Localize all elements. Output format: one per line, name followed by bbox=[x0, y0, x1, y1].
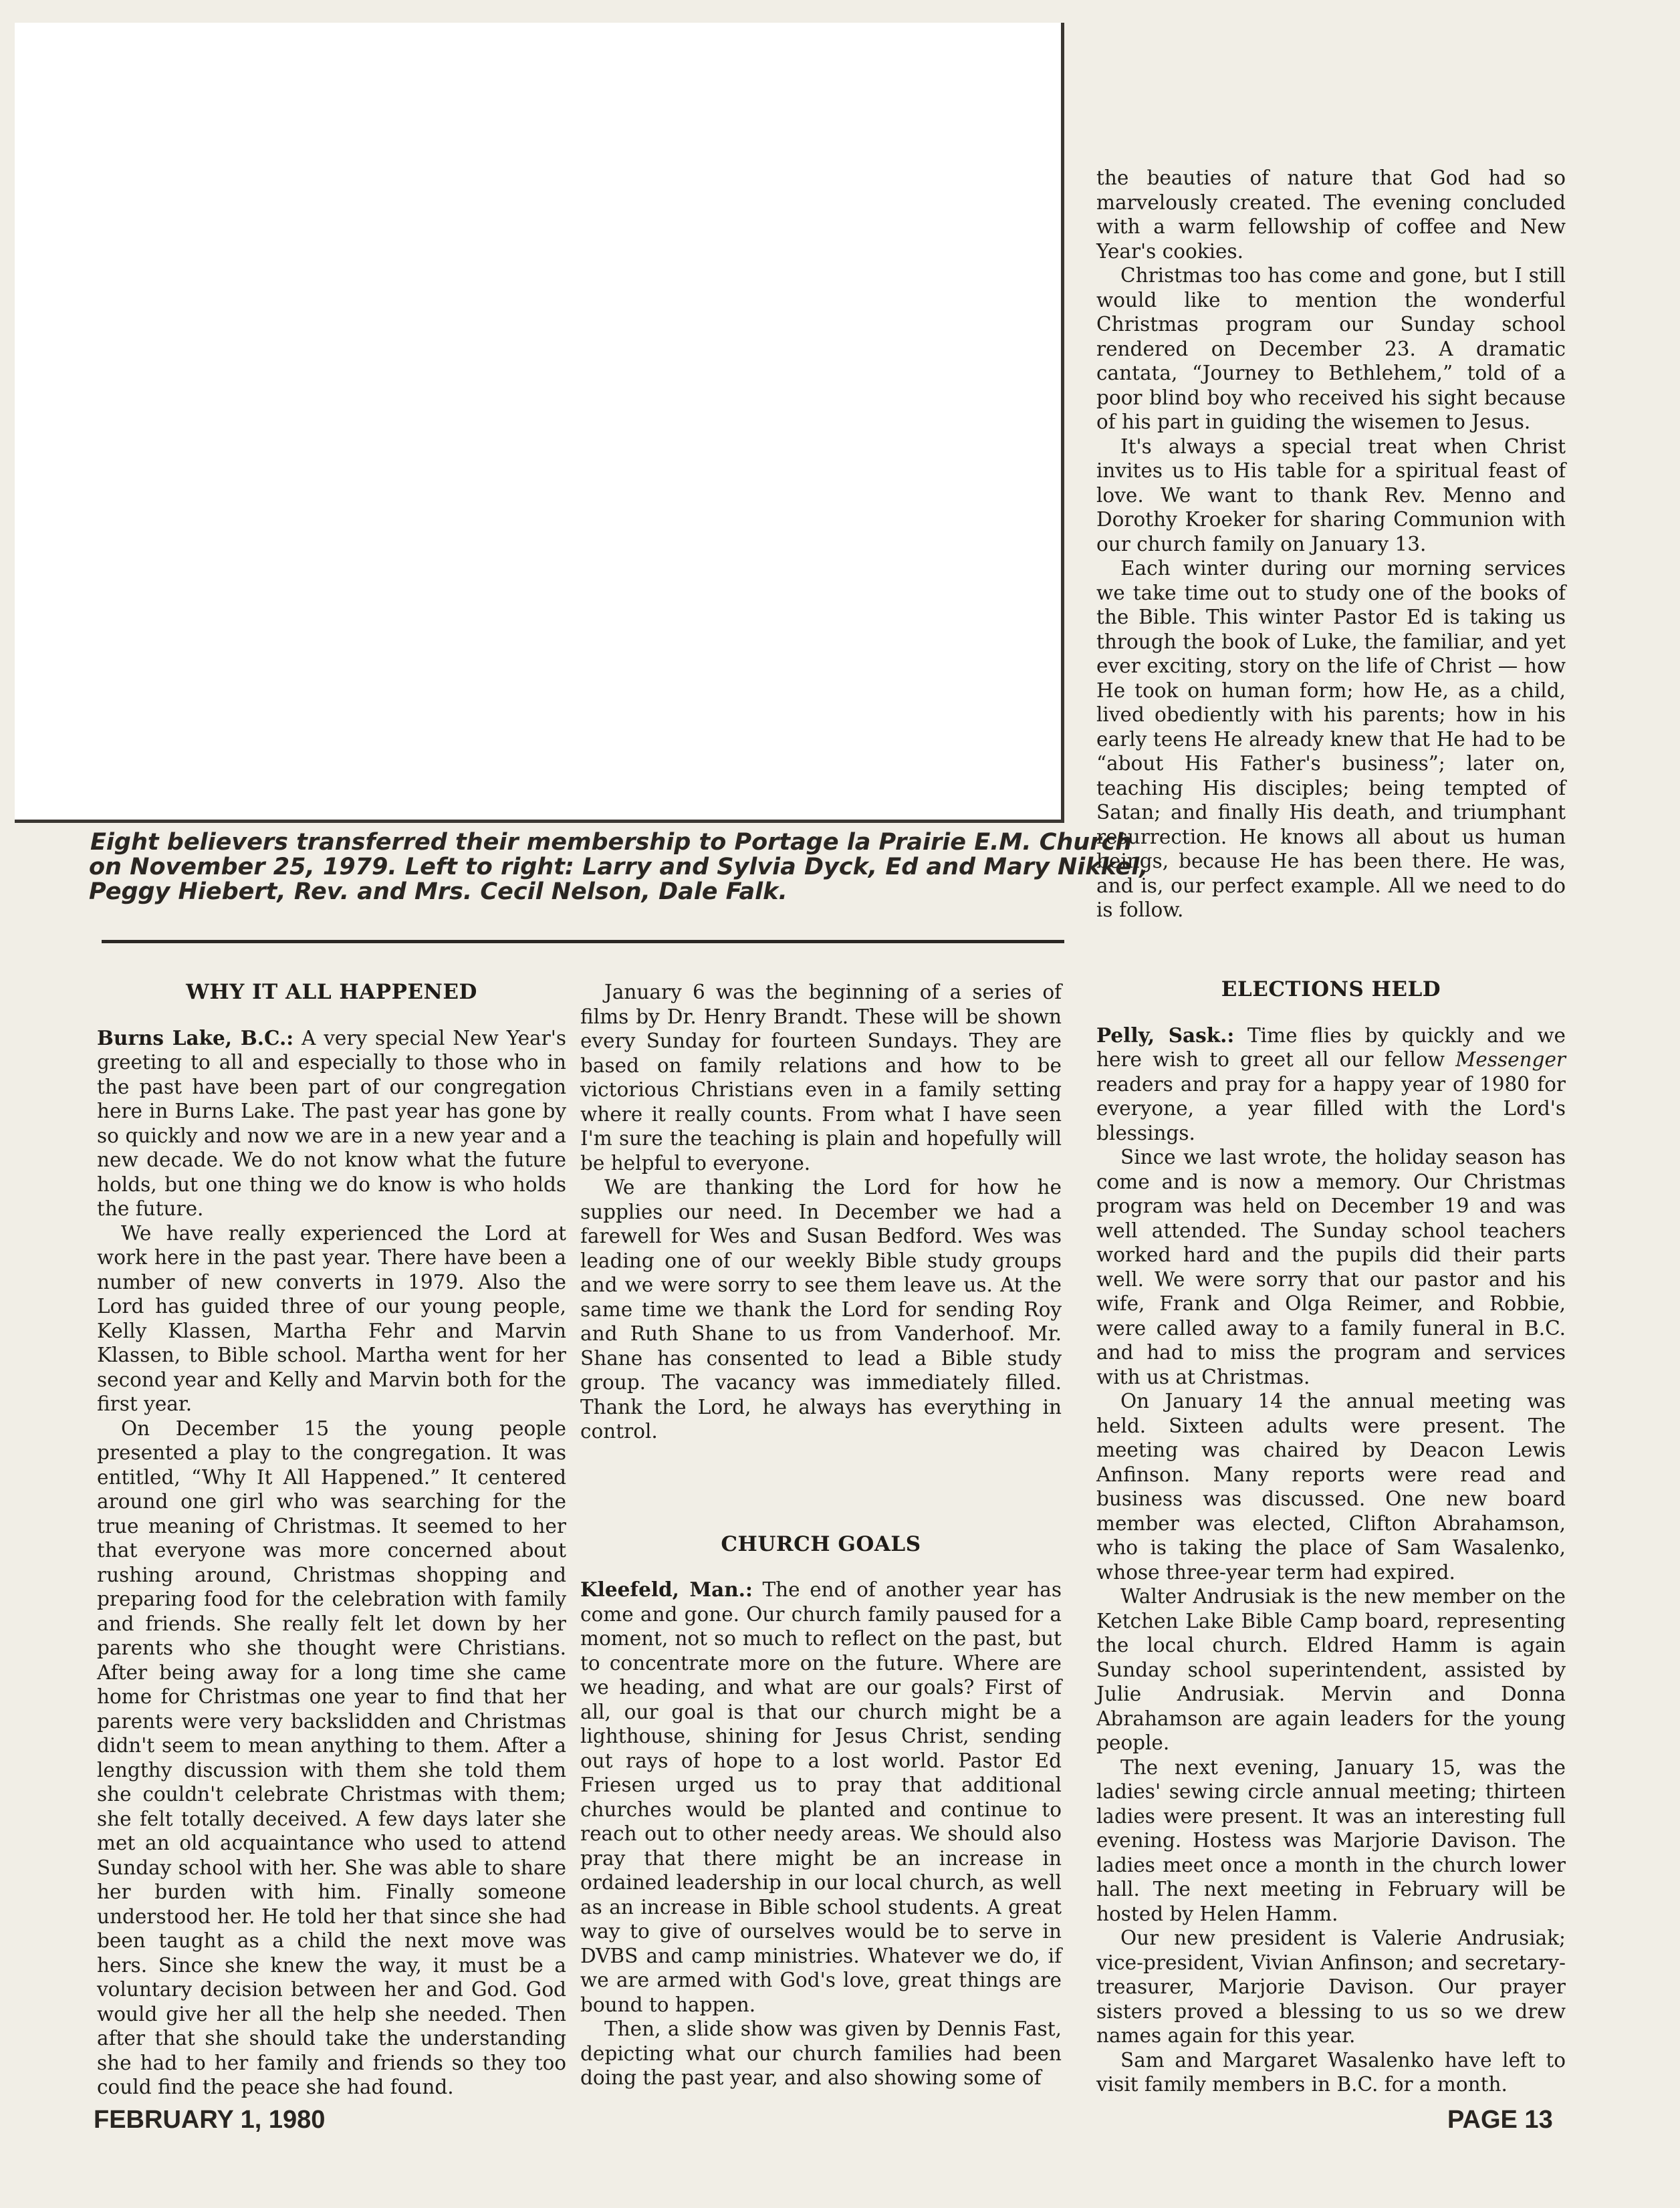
heading-church-goals: CHURCH GOALS bbox=[721, 1531, 921, 1556]
caption-line: Eight believers transferred their membership to Portage la Prairie E.M. Church bbox=[90, 829, 1132, 856]
divider-rule bbox=[102, 940, 1064, 943]
column-2 bbox=[580, 980, 1062, 2090]
article-paragraph: Pelly, Sask.: Time flies by quickly and we here wish to greet all our fellow Messenger readers and pray for a happy year of 1980 for everyone, a year filled with the Lord's blessings. bbox=[1096, 1023, 1566, 1144]
article-paragraph: Since we last wrote, the holiday season has come and is now a memory. Our Christmas program was held on December 19 and was well attended. The Sunday school teachers worked hard and the pupils did their parts well. We were sorry that our pastor and his wife, Frank and Olga Reimer, and Robbie, were called away to a family funeral in B.C. and had to miss the program and services with us at Christmas. bbox=[1096, 1146, 1566, 1388]
article-paragraph: Sam and Margaret Wasalenko have left to visit family members in B.C. for a month. bbox=[1096, 2048, 1566, 2096]
column-3-bottom bbox=[1096, 977, 1566, 2097]
dateline: Kleefeld, Man.: bbox=[580, 1578, 753, 1601]
caption-line: Peggy Hiebert, Rev. and Mrs. Cecil Nelson, Dale Falk. bbox=[89, 878, 788, 905]
photo-caption bbox=[89, 829, 1149, 905]
article-paragraph: The next evening, January 15, was the ladies' sewing circle annual meeting; thirteen ladies were present. It was an interesting full evening. Hostess was Marjorie Davison. The ladies meet once a month in the church lower hall. The next meeting in February will be hosted by Helen Hamm. bbox=[1096, 1755, 1566, 1925]
column-3-top bbox=[1096, 166, 1566, 923]
article-paragraph: the beauties of nature that God had so marvelously created. The evening concluded with a warm fellowship of coffee and New Year's cookies. bbox=[1096, 166, 1566, 263]
heading-why-it-all-happened: WHY IT ALL HAPPENED bbox=[186, 980, 477, 1004]
caption-line: on November 25, 1979. Left to right: Larry and Sylvia Dyck, Ed and Mary Nikkel, bbox=[89, 854, 1149, 880]
publication-name: Messenger bbox=[1455, 1048, 1566, 1071]
article-paragraph: Then, a slide show was given by Dennis Fast, depicting what our church families had been doing the past year, and also showing some of bbox=[580, 2017, 1062, 2089]
photo bbox=[15, 23, 1064, 823]
article-paragraph: We have really experienced the Lord at work here in the past year. There have been a number of new converts in 1979. Also the Lord has guided three of our young people, Kelly Klassen, Martha Fehr and Marvin Klassen, to Bible school. Martha went for her second year and Kelly and Marvin both for the first year. bbox=[97, 1221, 566, 1415]
dateline: Burns Lake, B.C.: bbox=[97, 1025, 294, 1050]
article-paragraph: Walter Andrusiak is the new member on the Ketchen Lake Bible Camp board, representing the local church. Eldred Hamm is again Sunday school superintendent, assisted by Julie Andrusiak. Mervin and Donna Abrahamson are again leaders for the young people. bbox=[1096, 1585, 1566, 1754]
footer-page-number: PAGE 13 bbox=[1447, 2106, 1553, 2134]
article-paragraph: It's always a special treat when Christ invites us to His table for a spiritual feast of love. We want to thank Rev. Menno and Dorothy Kroeker for sharing Communion with our church family on January 13. bbox=[1096, 435, 1566, 556]
footer-date: FEBRUARY 1, 1980 bbox=[94, 2106, 326, 2134]
dateline: Pelly, Sask.: bbox=[1096, 1023, 1235, 1047]
article-paragraph: Kleefeld, Man.: The end of another year has come and gone. Our church family paused for a moment, not so much to reflect on the past, but to concentrate more on the future. Where are we heading, and what are our goals? First of all, our goal is that our church might be a lighthouse, shining for Jesus Christ, sending out rays of hope to a lost world. Pastor Ed Friesen urged us to pray that additional churches would be planted and continue to reach out to other needy areas. We should also pray that there might be an increase in ordained leadership in our local church, as well as an increase in Bible school students. A great way to give of ourselves would be to serve in DVBS and camp ministries. Whatever we do, if we are armed with God's love, great things are bound to happen. bbox=[580, 1578, 1062, 2016]
column-1 bbox=[97, 980, 566, 2100]
article-paragraph: Our new president is Valerie Andrusiak; vice-president, Vivian Anfinson; and secretary-treasurer, Marjorie Davison. Our prayer sisters proved a blessing to us so we drew names again for this year. bbox=[1096, 1927, 1566, 2047]
article-paragraph: Christmas too has come and gone, but I still would like to mention the wonderful Christmas program our Sunday school rendered on December 23. A dramatic cantata, “Journey to Bethlehem,” told of a poor blind boy who received his sight because of his part in guiding the wisemen to Jesus. bbox=[1096, 264, 1566, 433]
article-paragraph: Burns Lake, B.C.: A very special New Year's greeting to all and especially to those who in the past have been part of our congregation here in Burns Lake. The past year has gone by so quickly and now we are in a new year and a new decade. We do not know what the future holds, but one thing we do know is who holds the future. bbox=[97, 1025, 566, 1220]
article-paragraph: On December 15 the young people presented a play to the congregation. It was entitled, “Why It All Happened.” It centered around one girl who was searching for the true meaning of Christmas. It seemed to her that everyone was more concerned about rushing around, Christmas shopping and preparing food for the celebration with family and friends. She really felt let down by her parents who she thought were Christians. After being away for a long time she came home for Christmas one year to find that her parents were very backslidden and Christmas didn't seem to mean anything to them. After a lengthy discussion with them she told them she couldn't celebrate Christmas with them; she felt totally deceived. A few days later she met an old acquaintance who used to attend Sunday school with her. She was able to share her burden with him. Finally someone understood her. He told her that since she had been taught as a child the next move was hers. Since she knew the way, it must be a voluntary decision between her and God. God would give her all the help she needed. Then after that she should take the understanding she had to her family and friends so they too could find the peace she had found. bbox=[97, 1417, 566, 2098]
article-paragraph: Each winter during our morning services we take time out to study one of the books of the Bible. This winter Pastor Ed is taking us through the book of Luke, the familiar, and yet ever exciting, story on the life of Christ — how He took on human form; how He, as a child, lived obediently with his parents; how in his early teens He already knew that He had to be “about His Father's business”; later on, teaching His disciples; being tempted of Satan; and finally His death, and triumphant resurrection. He knows all about us human beings, because He has been there. He was, and is, our perfect example. All we need to do is follow. bbox=[1096, 557, 1566, 921]
article-paragraph: On January 14 the annual meeting was held. Sixteen adults were present. The meeting was chaired by Deacon Lewis Anfinson. Many reports were read and business was discussed. One new board member was elected, Clifton Abrahamson, who is taking the place of Sam Wasalenko, whose three-year term had expired. bbox=[1096, 1390, 1566, 1584]
article-paragraph: January 6 was the beginning of a series of films by Dr. Henry Brandt. These will be shown every Sunday for fourteen Sundays. They are based on family relations and how to be victorious Christians even in a family setting where it really counts. From what I have seen I'm sure the teaching is plain and hopefully will be helpful to everyone. bbox=[580, 981, 1062, 1175]
article-paragraph: We are thanking the Lord for how he supplies our need. In December we had a farewell for Wes and Susan Bedford. Wes was leading one of our weekly Bible study groups and we were sorry to see them leave us. At the same time we thank the Lord for sending Roy and Ruth Shane to us from Vanderhoof. Mr. Shane has consented to lead a Bible study group. The vacancy was immediately filled. Thank the Lord, he always has everything in control. bbox=[580, 1176, 1062, 1443]
heading-elections-held: ELECTIONS HELD bbox=[1221, 977, 1441, 1001]
